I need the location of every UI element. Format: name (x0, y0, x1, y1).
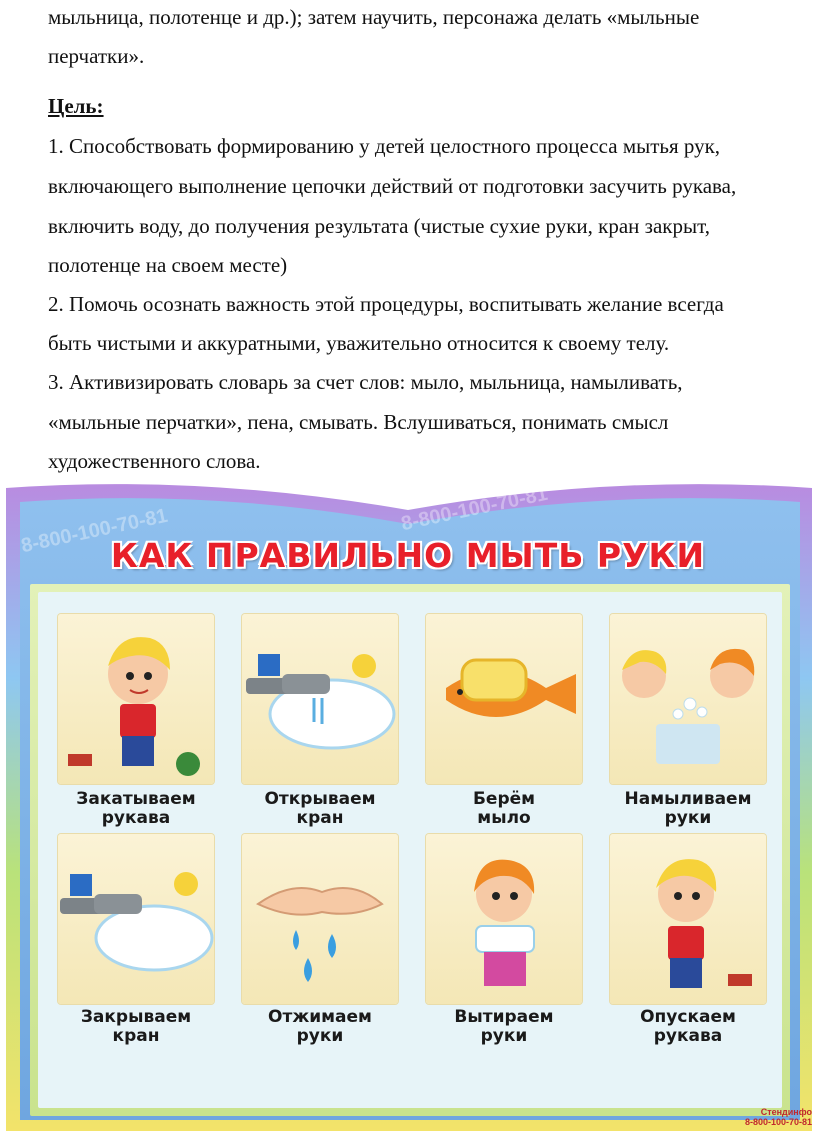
text-line: перчатки». (48, 44, 145, 68)
step-card (58, 614, 214, 784)
step-card (242, 614, 398, 784)
step-caption: Закатываем рукава (76, 789, 196, 828)
soap-fish-icon (426, 614, 582, 784)
wringing-hands-icon (242, 834, 398, 1004)
step-caption: Открываем кран (264, 789, 376, 828)
text-line: мыльница, полотенце и др.); затем научить, персонажа делать «мыльные (48, 5, 700, 29)
step-caption: Опускаем рукава (640, 1007, 736, 1046)
open-tap-icon (242, 614, 398, 784)
step-caption: Закрываем кран (80, 1007, 192, 1046)
goal-line: включить воду, до получения результата (чистые сухие руки, кран закрыт, (48, 214, 710, 238)
step-card (426, 834, 582, 1004)
brand-name: Стендинфо (760, 1107, 812, 1117)
boy-sleeves-down-icon (610, 834, 766, 1004)
goal-heading: Цель: (48, 94, 104, 118)
step-caption: Берём мыло (472, 789, 536, 828)
girl-towel-icon (426, 834, 582, 1004)
step-card (426, 614, 582, 784)
goal-line: 2. Помочь осознать важность этой процедуры, воспитывать желание всегда (48, 292, 724, 316)
step-caption: Намыливаем руки (624, 789, 752, 828)
step-caption: Отжимаем руки (268, 1007, 372, 1046)
brand-logo (745, 1107, 812, 1127)
goal-line: полотенце на своем месте) (48, 253, 288, 277)
watermark: 8-800-100-70-81 (399, 482, 550, 536)
poster-title: КАК ПРАВИЛЬНО МЫТЬ РУКИ (110, 536, 706, 575)
handwashing-poster (0, 480, 816, 1131)
step-caption: Вытираем руки (454, 1007, 554, 1046)
goal-line: быть чистыми и аккуратными, уважительно относится к своему телу. (48, 331, 670, 355)
step-card (610, 834, 766, 1004)
kids-soaping-icon (610, 614, 766, 784)
step-card (610, 614, 766, 784)
boy-rolling-sleeves-icon (58, 614, 214, 784)
step-card (242, 834, 398, 1004)
goal-line: «мыльные перчатки», пена, смывать. Вслушиваться, понимать смысл (48, 410, 669, 434)
goal-line: 1. Способствовать формированию у детей целостного процесса мытья рук, (48, 134, 721, 158)
goal-line: художественного слова. (48, 449, 261, 473)
goal-line: включающего выполнение цепочки действий от подготовки засучить рукава, (48, 174, 737, 198)
goal-line: 3. Активизировать словарь за счет слов: мыло, мыльница, намыливать, (48, 370, 683, 394)
brand-phone: 8-800-100-70-81 (744, 1117, 812, 1127)
step-card (58, 834, 214, 1004)
close-tap-icon (58, 834, 214, 1004)
watermark: 8-800-100-70-81 (19, 504, 170, 558)
